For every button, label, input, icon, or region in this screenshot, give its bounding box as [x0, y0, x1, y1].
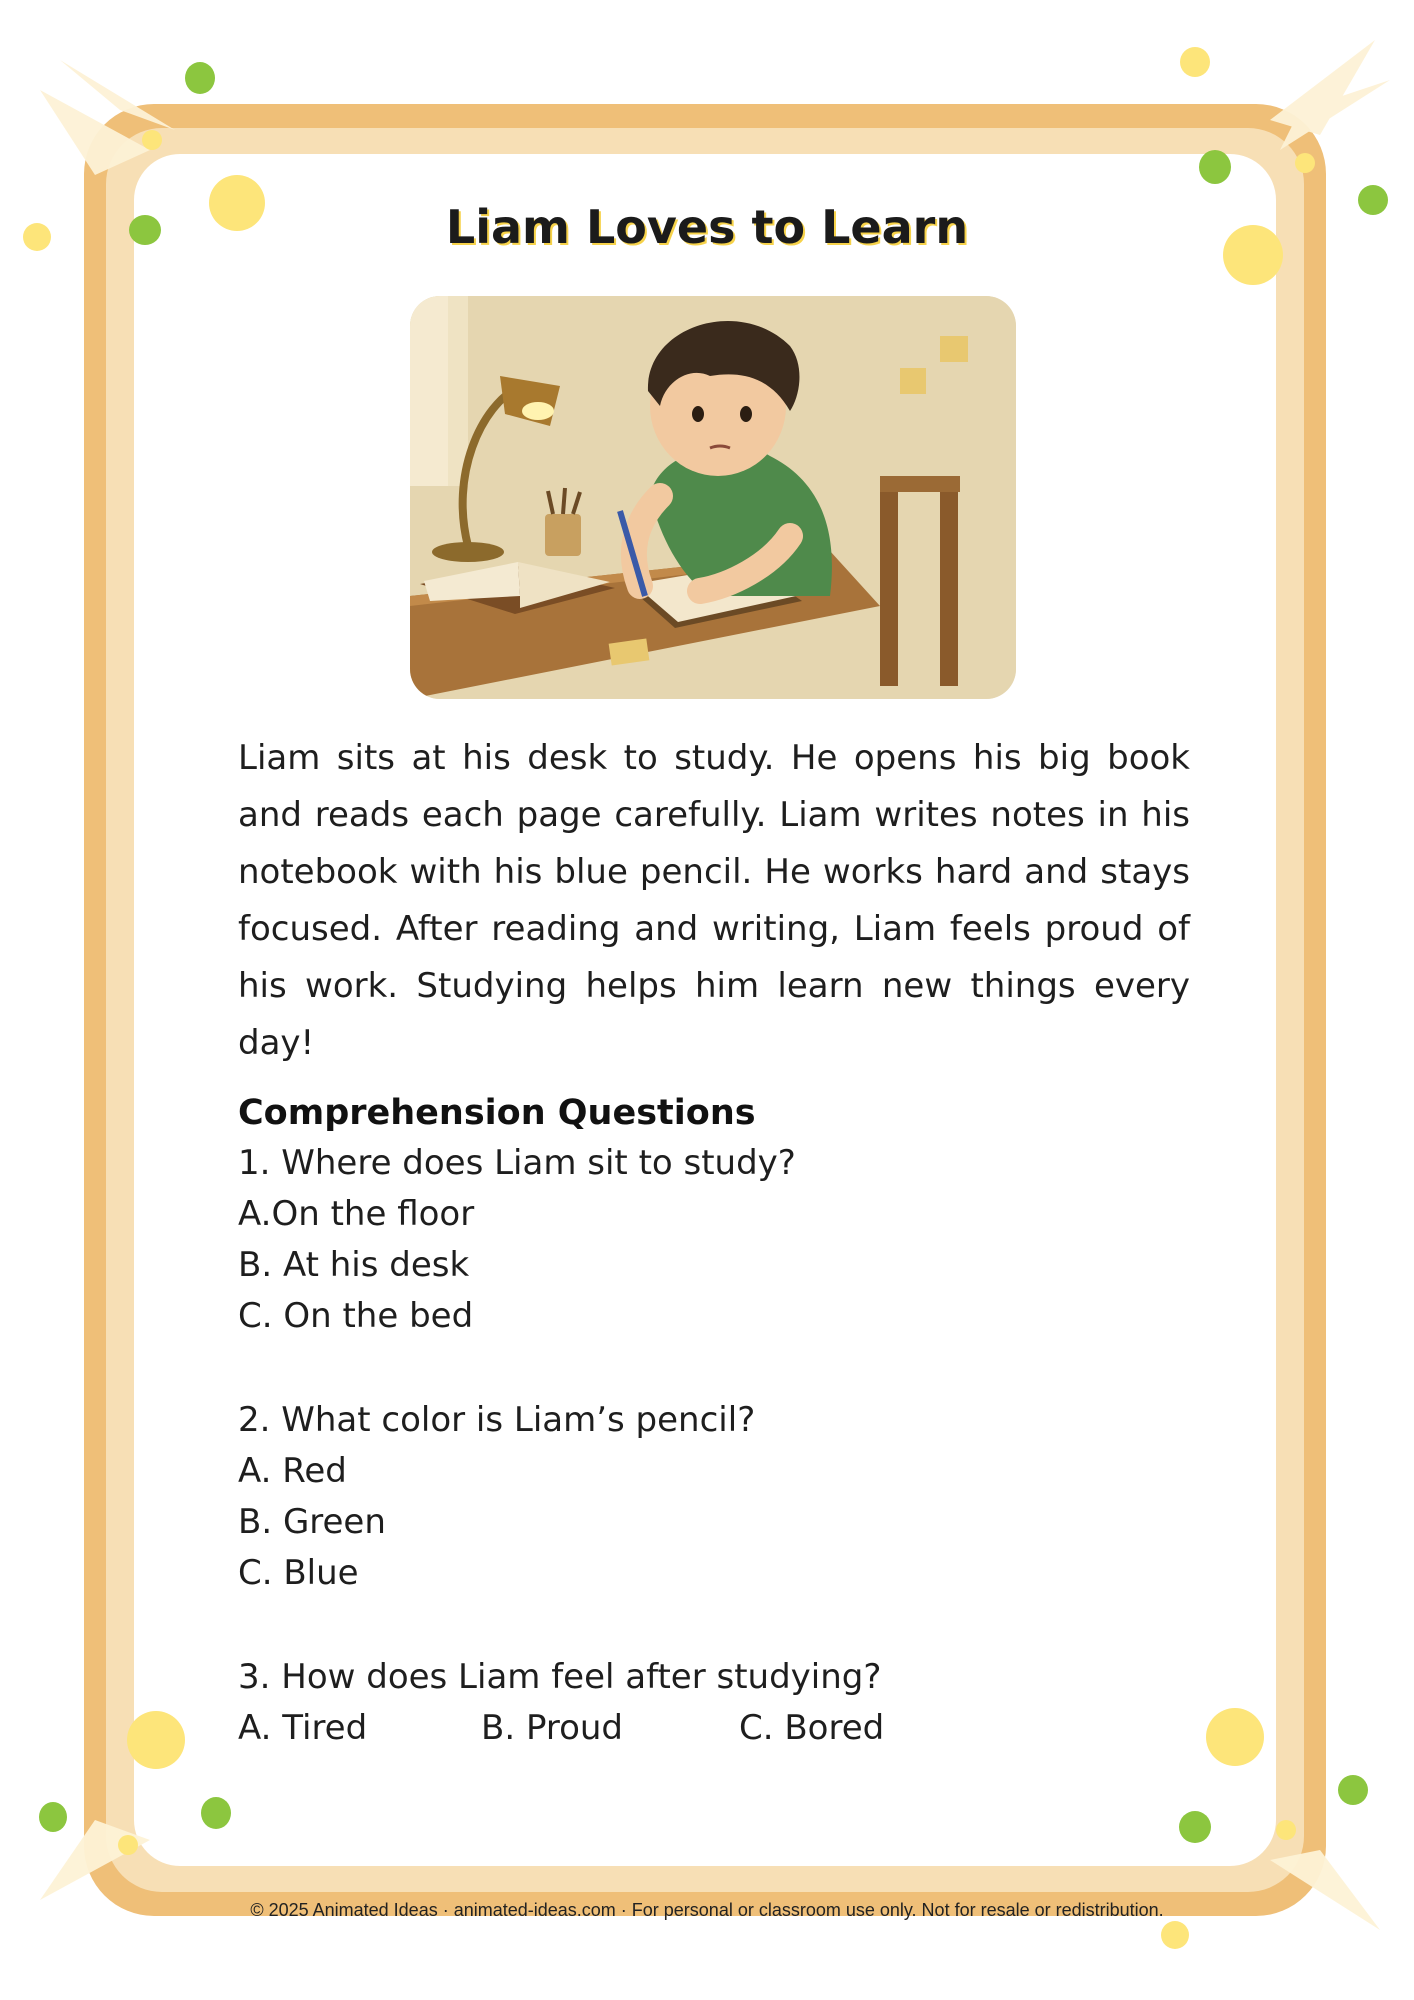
question-2-option-b: B. Green: [238, 1502, 386, 1542]
question-2: 2. What color is Liam’s pencil?: [238, 1400, 756, 1440]
sticky-note: [940, 336, 968, 362]
question-3: 3. How does Liam feel after studying?: [238, 1657, 882, 1697]
question-1: 1. Where does Liam sit to study?: [238, 1143, 796, 1183]
question-3-option-b: B. Proud: [481, 1708, 624, 1748]
story-text: Liam sits at his desk to study. He opens his big book and reads each page carefully. Liam writes notes in his notebook with his blue pencil. He works hard and stays focused. After reading and writing, Liam feels proud of his work. Studying helps him learn new things every day!: [238, 738, 1190, 1063]
question-1-option-c: C. On the bed: [238, 1296, 474, 1336]
sticky-note: [900, 368, 926, 394]
question-3-option-c: C. Bored: [739, 1708, 885, 1748]
question-3-option-a: A. Tired: [238, 1708, 368, 1748]
question-1-option-a: A.On the floor: [238, 1194, 475, 1234]
story-illustration: [410, 296, 1016, 699]
questions-heading: Comprehension Questions: [238, 1093, 756, 1133]
question-1-option-b: B. At his desk: [238, 1245, 470, 1285]
question-2-option-a: A. Red: [238, 1451, 347, 1491]
page-title: Liam Loves to Learn: [445, 200, 969, 254]
question-2-option-c: C. Blue: [238, 1553, 359, 1593]
copyright-footer: © 2025 Animated Ideas · animated-ideas.com · For personal or classroom use only. Not for resale or redistribution.: [250, 1900, 1164, 1920]
